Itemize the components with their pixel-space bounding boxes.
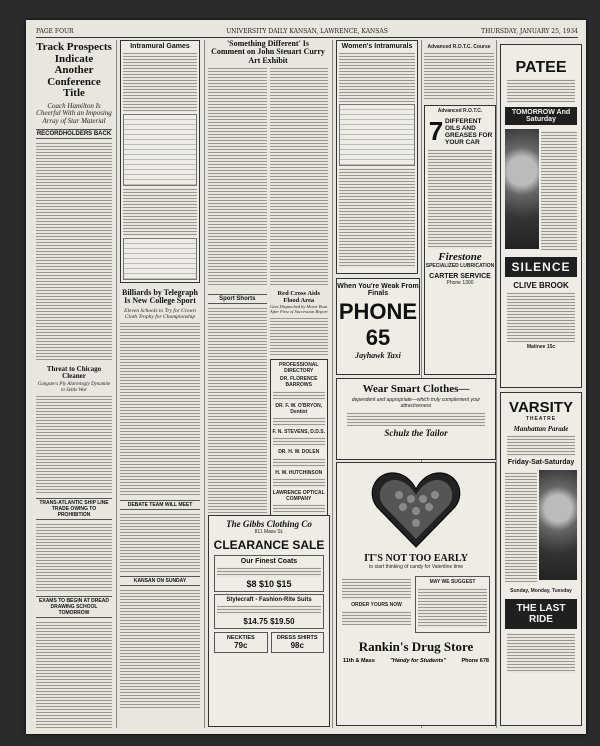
heart-candy-box: [371, 469, 461, 549]
womens-text-2: [339, 168, 415, 268]
billiards-body: [120, 322, 200, 497]
suits-prices: $14.75 $19.50: [243, 617, 295, 627]
wear-store: Schulz the Tailor: [384, 427, 448, 438]
womens-intramurals-title: Women's Intramurals: [341, 43, 413, 50]
column-2: [120, 40, 200, 728]
rotc-body: [424, 52, 494, 100]
rankin-order: ORDER YOURS NOW: [351, 602, 402, 609]
rotc-note: Advanced R.O.T.C.: [437, 108, 483, 114]
column-4: [336, 40, 418, 275]
coats-text: [217, 567, 321, 577]
track-subhead: Coach Hamilton Is Cheerful With an Imposing Array of Star Material: [36, 101, 112, 126]
varsity-cast: [505, 472, 537, 582]
issue-date: THURSDAY, JANUARY 25, 1934: [481, 28, 578, 35]
debate-kicker: DEBATE TEAM WILL MEET: [120, 500, 200, 510]
neckties-price: 79c: [234, 641, 248, 651]
oil-words: DIFFERENT OILS AND GREASES FOR YOUR CAR: [445, 117, 493, 146]
patee-theatre-ad: [500, 44, 582, 388]
patee-star: CLIVE BROOK: [513, 281, 569, 290]
gibbs-address: 811 Mass St.: [254, 529, 284, 535]
red-cross-subhead: Gets Dispatched by Motor Boat After First of Succession Report: [269, 303, 328, 314]
shirts-box: [271, 632, 325, 653]
patee-details: [507, 292, 575, 342]
rotc-headline: Advanced R.O.T.C. Course: [427, 44, 491, 50]
chicago-subhead: Gangsters Ply Alarmingly Dynamite to Settle War: [37, 382, 111, 393]
oil-list: [428, 149, 492, 249]
rankin-name: Rankin's Drug Store: [358, 638, 474, 654]
patee-photo: [505, 129, 539, 249]
chicago-article-body: [36, 395, 112, 495]
varsity-days: Friday-Sat-Saturday: [507, 459, 575, 467]
varsity-note: Sunday, Monday, Tuesday: [510, 588, 572, 595]
rankin-slogan: "Handy for Students": [390, 657, 447, 664]
gibbs-brand: The Gibbs Clothing Co: [226, 519, 312, 529]
wear-line: dependent and appropriate—which truly complement your attractiveness: [351, 397, 481, 410]
track-headline: Track Prospects Indicate Another Conference Title: [36, 41, 112, 100]
taxi-name: Jayhawk Taxi: [355, 351, 401, 360]
billiards-headline: Billiards by Telegraph Is New College Sport: [121, 288, 199, 306]
patee-cost: Matinee 15c: [526, 344, 556, 350]
rankin-left-text: [342, 578, 411, 600]
rankin-left-text-2: [342, 611, 411, 625]
directory-entry: DR. FLORENCE BARROWS: [280, 376, 318, 389]
varsity-theatre-ad: [500, 392, 582, 726]
womens-table: [339, 104, 415, 166]
directory-detail: [273, 417, 326, 427]
varsity-details: [507, 633, 575, 673]
directory-detail: [273, 458, 326, 468]
column-1: [36, 40, 112, 728]
column-rule: [496, 40, 497, 728]
ship-line-kicker: TRANS-ATLANTIC SHIP LINE TRADE OWING TO PROHIBITION: [36, 498, 112, 520]
firestone-brand: Firestone: [438, 251, 482, 264]
heart-icon: [371, 469, 461, 549]
varsity-feature: Manhattan Parade: [513, 425, 569, 434]
intramural-standings: [123, 238, 197, 280]
directory-detail: [273, 478, 326, 488]
rankin-may: MAY WE SUGGEST: [429, 579, 476, 586]
directory-entry: F. N. STEVENS, D.D.S.: [272, 429, 326, 436]
shirts-price: 98c: [290, 641, 304, 651]
page-header: [36, 28, 578, 38]
track-article-body: [36, 142, 112, 362]
varsity-film: THE LAST RIDE: [505, 599, 577, 629]
coats-prices: $8 $10 $15: [246, 579, 292, 590]
coats-box: [214, 555, 324, 592]
neckties-box: [214, 632, 268, 653]
dealer-phone: Phone 1300: [446, 279, 474, 286]
wear-title: Wear Smart Clothes—: [362, 383, 470, 395]
curry-body-left: [208, 67, 267, 287]
schulz-tailor-ad: [336, 378, 496, 460]
billiards-subhead: Eleven Schools to Try for Crown Cloth Trophy for Championship: [124, 307, 196, 320]
exams-body: [36, 621, 112, 728]
wear-text: [347, 412, 485, 426]
curry-headline: 'Something Different' Is Comment on John Steuart Curry Art Exhibit: [211, 40, 325, 65]
chicago-headline: Threat to Chicago Cleaner: [46, 364, 102, 381]
exams-kicker: EXAMS TO BEGIN AT DREAD DRAWING SCHOOL TOMORROW: [36, 596, 112, 618]
rankin-phone: Phone 678: [461, 657, 489, 664]
kansan-kicker: KANSAN ON SUNDAY: [120, 576, 200, 586]
directory-entry: DR. H. W. DOLEN: [278, 449, 320, 456]
neckties-label: NECKTIES: [226, 635, 255, 642]
debate-body: [120, 513, 200, 573]
patee-current: [507, 79, 575, 103]
directory-entry: DR. F. W. O'BRYON, Dentist: [275, 402, 323, 415]
rotc-article: [424, 44, 494, 102]
firestone-oil-ad: [424, 105, 496, 375]
masthead: UNIVERSITY DAILY KANSAN, LAWRENCE, KANSAS: [226, 28, 388, 35]
patee-show-date: TOMORROW And Saturday: [505, 107, 577, 125]
sport-shorts-title: Sport Shorts: [208, 294, 267, 304]
patee-name: PATEE: [515, 59, 567, 76]
womens-text: [339, 52, 415, 102]
rankin-suggest-list: [418, 588, 487, 628]
ship-line-body: [36, 523, 112, 593]
intramural-text-2: [123, 188, 197, 236]
red-cross-body: [270, 317, 329, 357]
record-holders-kicker: RECORDHOLDERS BACK: [36, 130, 112, 137]
varsity-sub: THEATRE: [525, 416, 557, 422]
oil-number: 7: [428, 116, 444, 147]
column-rule: [204, 40, 205, 728]
intramural-table: [123, 114, 197, 186]
professional-directory: [270, 359, 329, 520]
taxi-top-line: When You're Weak From Finals: [337, 283, 419, 297]
directory-entry: LAWRENCE OPTICAL COMPANY: [272, 489, 325, 503]
taxi-phone: PHONE 65: [338, 299, 418, 350]
intramural-box: [120, 40, 200, 283]
dealer-name: CARTER SERVICE: [429, 272, 491, 280]
newspaper-page: [26, 20, 586, 734]
patee-cast: [541, 131, 577, 251]
directory-title: PROFESSIONAL DIRECTORY: [279, 361, 319, 374]
column-rule: [116, 40, 117, 728]
varsity-photo: [539, 470, 577, 580]
directory-detail: [273, 504, 326, 514]
rankin-tagline: IT'S NOT TOO EARLY: [364, 553, 468, 564]
kansan-body: [120, 589, 200, 709]
gibbs-clothing-ad: [208, 515, 330, 727]
patee-film: SILENCE: [505, 257, 577, 277]
clearance-title: CLEARANCE SALE: [213, 538, 325, 553]
firestone-sub: SPECIALIZED LUBRICATION: [425, 263, 495, 270]
directory-entry: H. W. HUTCHINSON: [275, 469, 323, 476]
coats-title: Our Finest Coats: [240, 558, 298, 566]
suits-box: [214, 594, 324, 629]
shirts-label: DRESS SHIRTS: [276, 635, 318, 642]
suits-title: Stylecraft - Fashion-Rite Suits: [226, 597, 312, 604]
varsity-current: [507, 435, 575, 457]
rankin-drug-ad: [336, 462, 496, 726]
womens-intramurals-box: [336, 40, 418, 274]
column-rule: [332, 40, 333, 728]
directory-detail: [273, 391, 326, 401]
jayhawk-taxi-ad: [336, 278, 420, 375]
intramural-title: Intramural Games: [130, 43, 190, 50]
curry-body-right: [270, 67, 329, 287]
suits-text: [217, 605, 321, 615]
page-number: PAGE FOUR: [36, 28, 74, 35]
directory-detail: [273, 437, 326, 447]
rankin-sub: to start thinking of candy for Valentine time: [368, 564, 464, 570]
rankin-address: 11th & Mass: [343, 657, 375, 664]
varsity-name: VARSITY: [509, 399, 573, 416]
intramural-text: [123, 52, 197, 112]
red-cross-headline: Red Cross Aids Flood Area: [277, 290, 320, 304]
